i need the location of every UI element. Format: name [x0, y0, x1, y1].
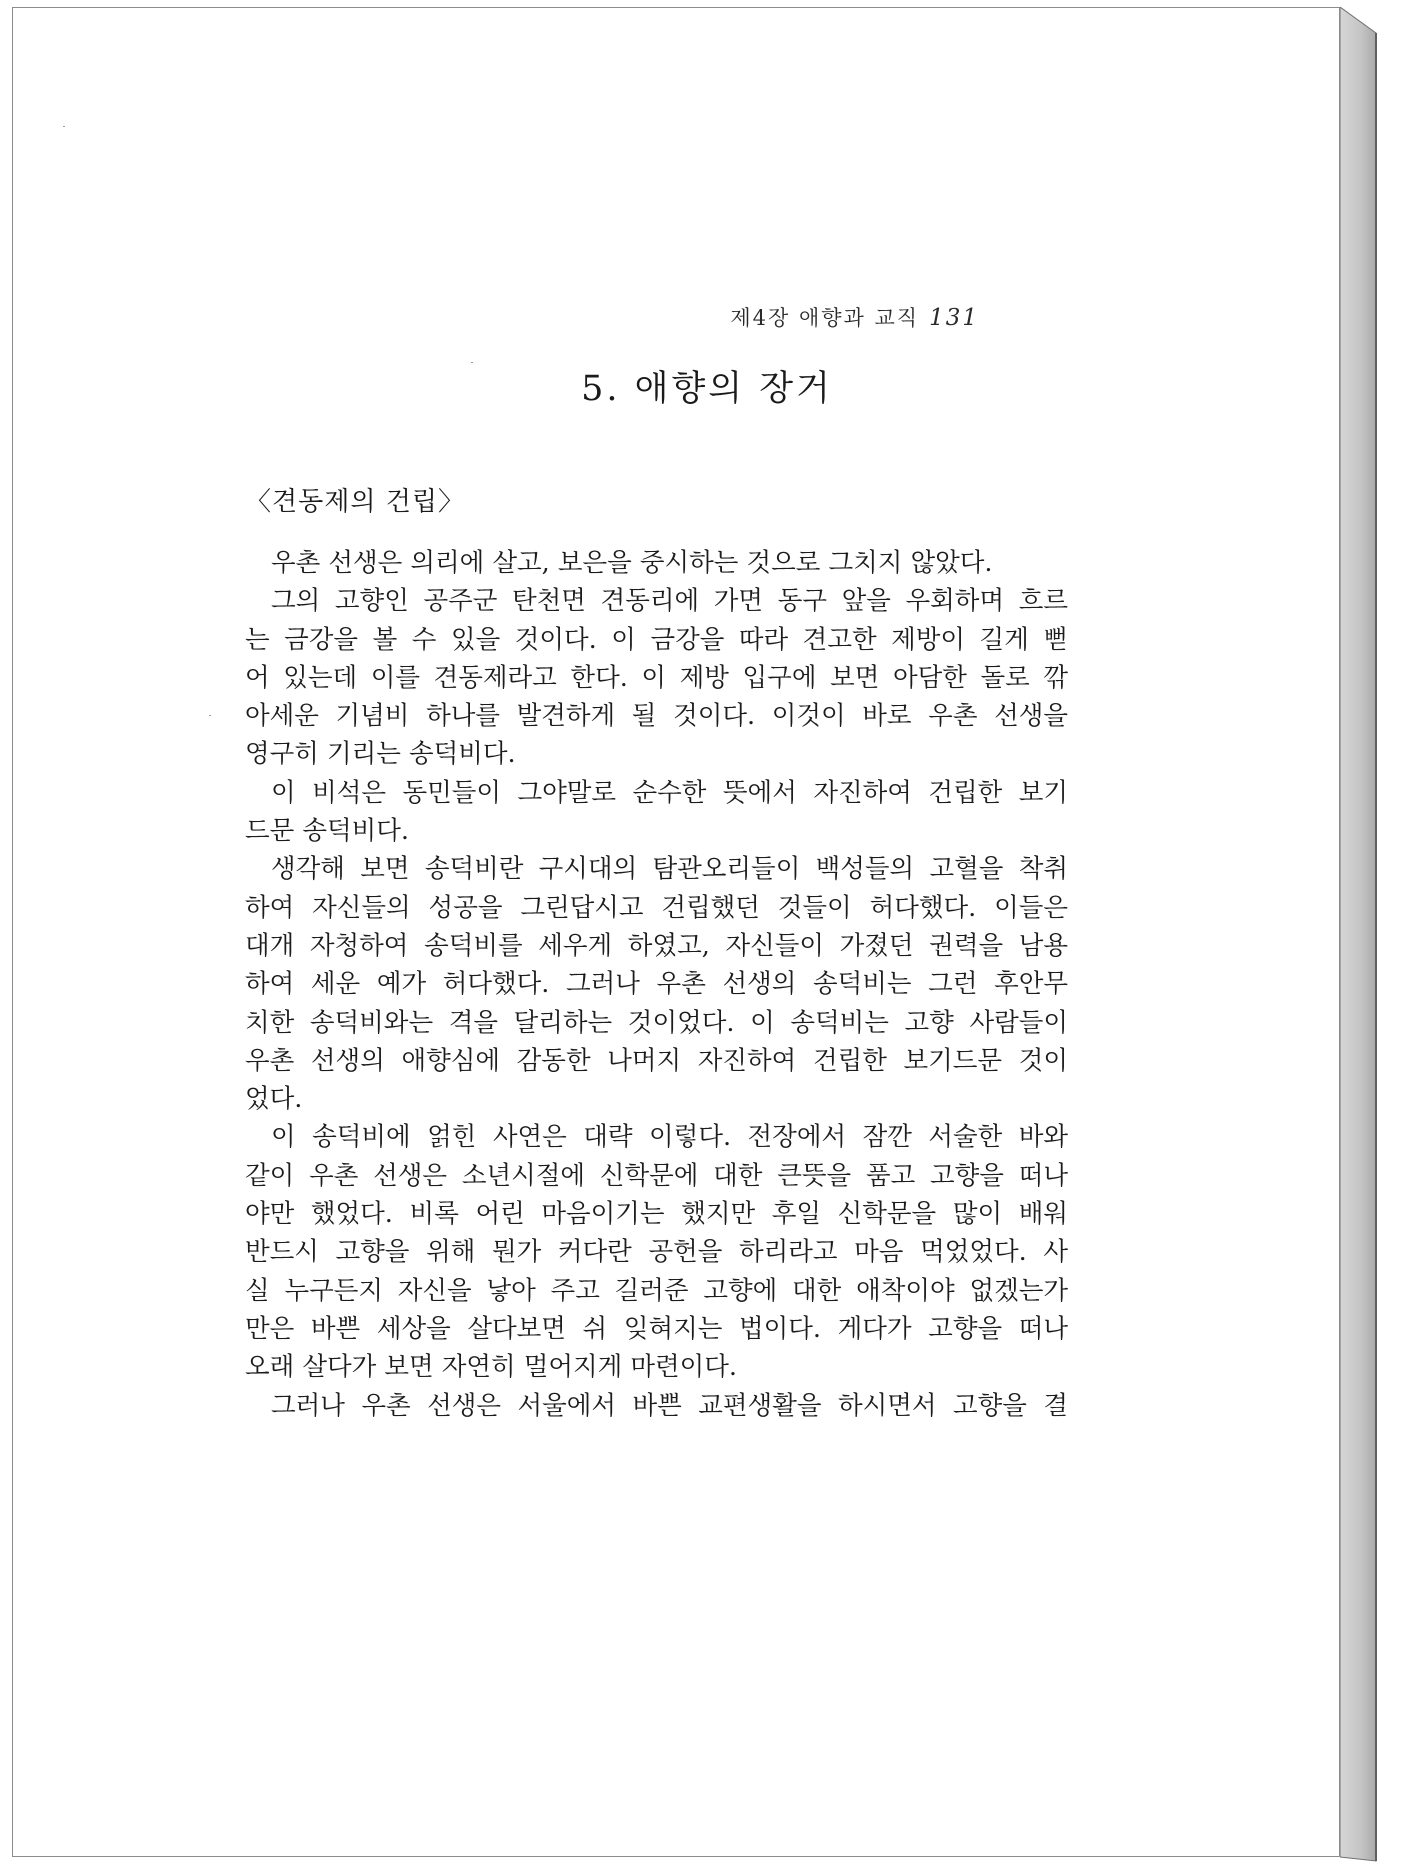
text-line: 우촌 선생의 애향심에 감동한 나머지 자진하여 건립한 보기드문 것이 [245, 1045, 1068, 1076]
text-line: 야만 했었다. 비록 어린 마음이기는 했지만 후일 신학문을 많이 배워 [245, 1199, 1068, 1230]
text-line: 그러나 우촌 선생은 서울에서 바쁜 교편생활을 하시면서 고향을 결 [271, 1390, 1068, 1421]
text-line: 만은 바쁜 세상을 살다보면 쉬 잊혀지는 법이다. 게다가 고향을 떠나 [245, 1313, 1068, 1344]
text-line: 대개 자청하여 송덕비를 세우게 하였고, 자신들이 가졌던 권력을 남용 [245, 930, 1068, 961]
running-head-chapter: 제4장 애향과 교직 [730, 306, 920, 330]
page-edge-shading [1340, 7, 1398, 1864]
scan-speck [63, 126, 65, 127]
chapter-title: 5. 애향의 장거 [581, 369, 833, 409]
text-line: 이 비석은 동민들이 그야말로 순수한 뜻에서 자진하여 건립한 보기 [271, 777, 1068, 808]
body-text [245, 544, 1068, 1425]
book-page [12, 7, 1340, 1857]
text-line: 는 금강을 볼 수 있을 것이다. 이 금강을 따라 견고한 제방이 길게 뻗 [245, 624, 1068, 655]
text-line: 이 송덕비에 얽힌 사연은 대략 이렇다. 전장에서 잠깐 서술한 바와 [271, 1122, 1068, 1153]
text-line: 생각해 보면 송덕비란 구시대의 탐관오리들이 백성들의 고혈을 착취 [271, 854, 1068, 885]
text-line: 드문 송덕비다. [245, 816, 410, 847]
text-line: 그의 고향인 공주군 탄천면 견동리에 가면 동구 앞을 우회하며 흐르 [271, 586, 1068, 617]
text-line: 우촌 선생은 의리에 살고, 보은을 중시하는 것으로 그치지 않았다. [271, 548, 993, 578]
running-head [730, 302, 979, 332]
text-line: 하여 자신들의 성공을 그린답시고 건립했던 것들이 허다했다. 이들은 [245, 892, 1068, 923]
text-line: 아세운 기념비 하나를 발견하게 될 것이다. 이것이 바로 우촌 선생을 [245, 701, 1068, 732]
text-line: 실 누구든지 자신을 낳아 주고 길러준 고향에 대한 애착이야 없겠는가 [245, 1275, 1068, 1306]
text-line: 치한 송덕비와는 격을 달리하는 것이었다. 이 송덕비는 고향 사람들이 [245, 1007, 1068, 1038]
text-line: 었다. [245, 1084, 303, 1115]
page-number: 131 [929, 305, 979, 331]
text-line: 같이 우촌 선생은 소년시절에 신학문에 대한 큰뜻을 품고 고향을 떠나 [245, 1160, 1068, 1191]
text-line: 영구히 기리는 송덕비다. [245, 739, 516, 770]
scan-speck [209, 715, 211, 716]
scan-speck [471, 362, 473, 363]
text-line: 하여 세운 예가 허다했다. 그러나 우촌 선생의 송덕비는 그런 후안무 [245, 969, 1068, 1000]
text-line: 어 있는데 이를 견동제라고 한다. 이 제방 입구에 보면 아담한 돌로 깎 [245, 662, 1068, 693]
text-line: 반드시 고향을 위해 뭔가 커다란 공헌을 하리라고 마음 먹었었다. 사 [245, 1237, 1068, 1268]
section-heading: 〈견동제의 건립〉 [245, 487, 465, 517]
text-line: 오래 살다가 보면 자연히 멀어지게 마련이다. [245, 1352, 738, 1383]
